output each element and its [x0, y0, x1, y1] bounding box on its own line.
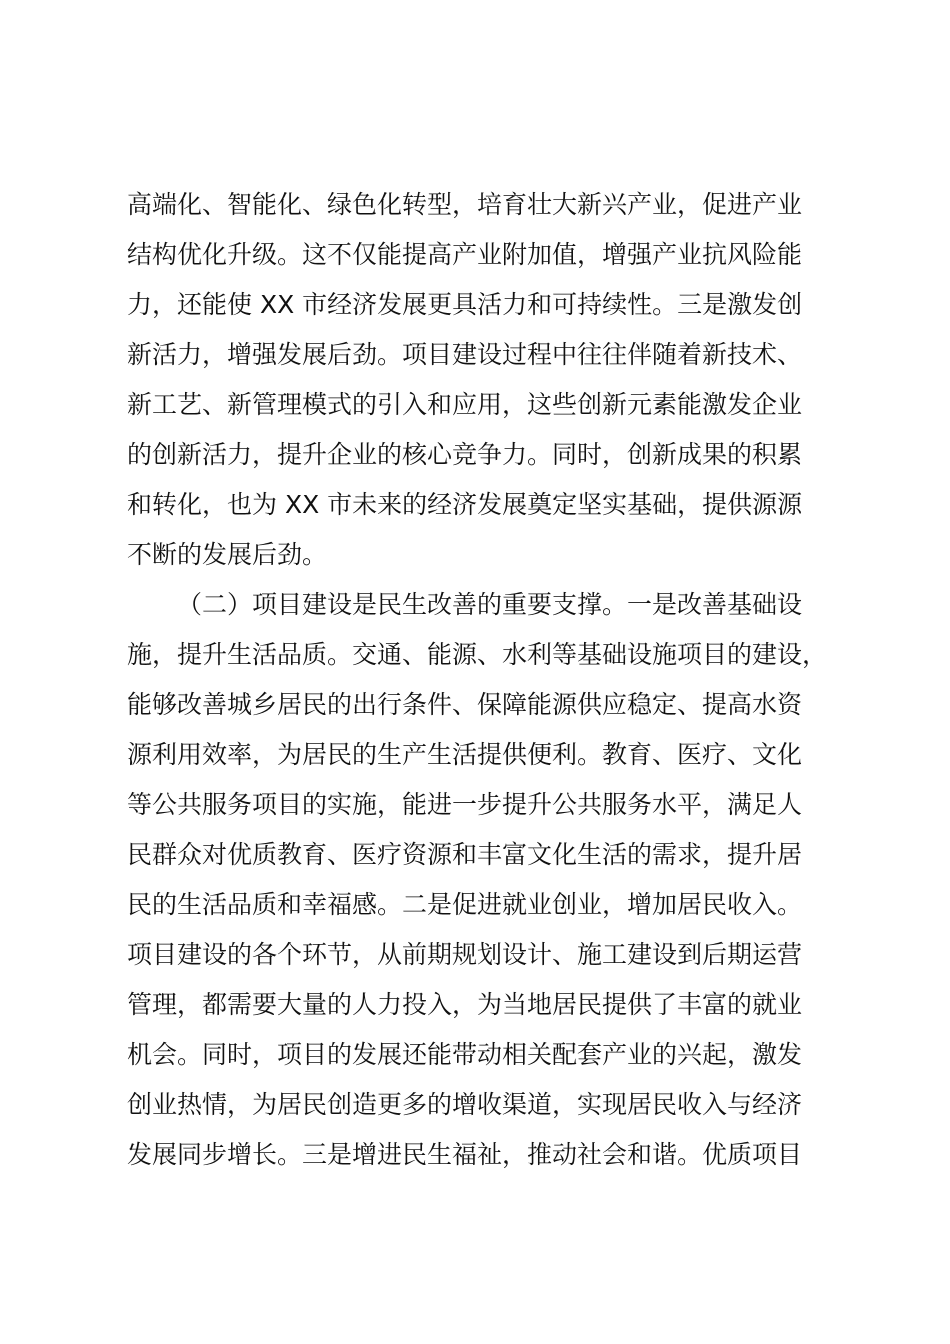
text-line: 新活力，增强发展后劲。项目建设过程中往往伴随着新技术、	[127, 340, 803, 369]
text-line: 项目建设的各个环节，从前期规划设计、施工建设到后期运营	[127, 940, 803, 969]
text-line: 新工艺、新管理模式的引入和应用，这些创新元素能激发企业	[127, 390, 803, 419]
text-line: 不断的发展后劲。	[127, 540, 328, 569]
text-line: 的创新活力，提升企业的核心竞争力。同时，创新成果的积累	[127, 440, 803, 469]
text-line: 施，提升生活品质。交通、能源、水利等基础设施项目的建设，	[127, 640, 828, 669]
text-line: 发展同步增长。三是增进民生福祉，推动社会和谐。优质项目	[127, 1140, 803, 1169]
text-line: 和转化，也为 XX 市未来的经济发展奠定坚实基础，提供源源	[127, 490, 803, 519]
text-line: 高端化、智能化、绿色化转型，培育壮大新兴产业，促进产业	[127, 190, 803, 219]
section-heading-line: （二）项目建设是民生改善的重要支撑。一是改善基础设	[177, 590, 803, 619]
text-line: 机会。同时，项目的发展还能带动相关配套产业的兴起，激发	[127, 1040, 803, 1069]
text-line: 源利用效率，为居民的生产生活提供便利。教育、医疗、文化	[127, 740, 803, 769]
text-line: 民的生活品质和幸福感。二是促进就业创业，增加居民收入。	[127, 890, 803, 919]
text-line: 结构优化升级。这不仅能提高产业附加值，增强产业抗风险能	[127, 240, 803, 269]
text-line: 能够改善城乡居民的出行条件、保障能源供应稳定、提高水资	[127, 690, 803, 719]
text-line: 管理，都需要大量的人力投入，为当地居民提供了丰富的就业	[127, 990, 803, 1019]
text-line: 民群众对优质教育、医疗资源和丰富文化生活的需求，提升居	[127, 840, 803, 869]
text-line: 力，还能使 XX 市经济发展更具活力和可持续性。三是激发创	[127, 290, 803, 319]
text-line: 创业热情，为居民创造更多的增收渠道，实现居民收入与经济	[127, 1090, 803, 1119]
text-line: 等公共服务项目的实施，能进一步提升公共服务水平，满足人	[127, 790, 803, 819]
